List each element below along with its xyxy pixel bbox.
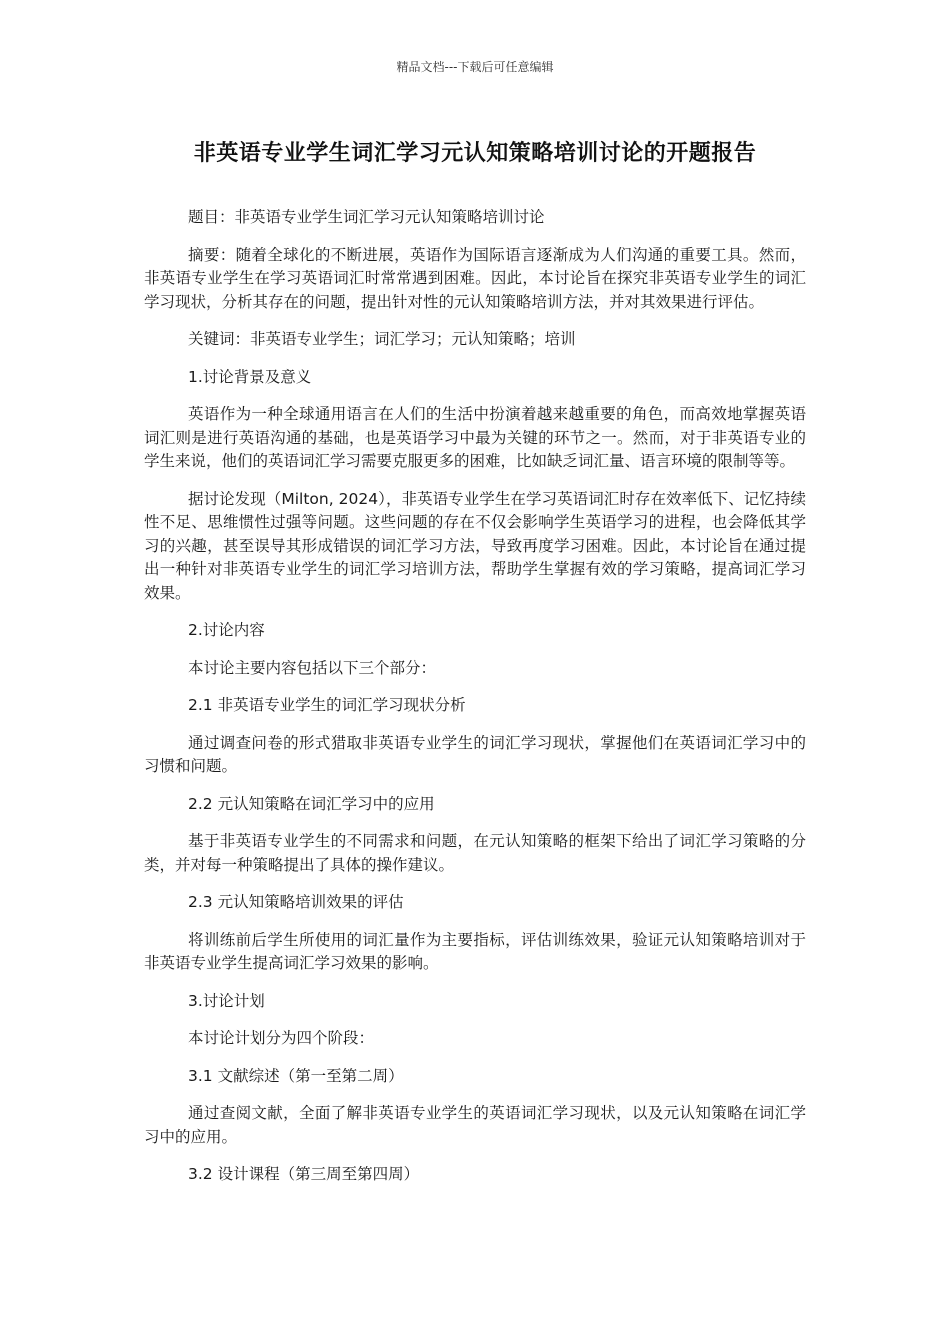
header-note: 精品文档---下载后可任意编辑 [396,60,554,74]
subsection-heading-3-1: 3.1 文献综述（第一至第二周） [188,1066,404,1085]
document-body [144,206,806,1201]
paragraph: 据讨论发现（Milton, 2024），非英语专业学生在学习英语词汇时存在效率低下、记忆持续性不足、思维惯性过强等问题。这些问题的存在不仅会影响学生英语学习的进程，也会降低其学习的兴趣，甚至误导其形成错误的词汇学习方法，导致再度学习困难。因此，本讨论旨在通过提出一种针对非英语专业学生的词汇学习培训方法，帮助学生掌握有效的学习策略，提高词汇学习效果。 [144,489,806,602]
paragraph: 基于非英语专业学生的不同需求和问题，在元认知策略的框架下给出了词汇学习策略的分类，并对每一种策略提出了具体的操作建议。 [144,832,806,874]
subsection-heading-3-2: 3.2 设计课程（第三周至第四周） [188,1165,420,1183]
paragraph: 通过调查问卷的形式猎取非英语专业学生的词汇学习现状，掌握他们在英语词汇学习中的习惯和问题。 [144,733,806,775]
paragraph-keywords: 关键词：非英语专业学生；词汇学习；元认知策略；培训 [188,330,576,348]
section-heading-3: 3.讨论计划 [188,991,265,1010]
subsection-heading-2-2: 2.2 元认知策略在词汇学习中的应用 [188,794,435,813]
paragraph-abstract: 摘要：随着全球化的不断进展，英语作为国际语言逐渐成为人们沟通的重要工具。然而，非英语专业学生在学习英语词汇时常常遇到困难。因此，本讨论旨在探究非英语专业学生的词汇学习现状，分析其存在的问题，提出针对性的元认知策略培训方法，并对其效果进行评估。 [144,245,806,311]
paragraph: 通过查阅文献，全面了解非英语专业学生的英语词汇学习现状，以及元认知策略在词汇学习中的应用。 [144,1104,806,1146]
section-heading-1: 1.讨论背景及意义 [188,367,312,386]
paragraph: 本讨论主要内容包括以下三个部分： [188,658,437,677]
subsection-heading-2-1: 2.1 非英语专业学生的词汇学习现状分析 [188,696,466,714]
document-title: 非英语专业学生词汇学习元认知策略培训讨论的开题报告 [193,141,757,166]
paragraph: 本讨论计划分为四个阶段： [188,1029,375,1047]
paragraph-topic: 题目：非英语专业学生词汇学习元认知策略培训讨论 [188,208,545,226]
subsection-heading-2-3: 2.3 元认知策略培训效果的评估 [188,893,404,911]
section-heading-2: 2.讨论内容 [188,621,265,639]
paragraph: 将训练前后学生所使用的词汇量作为主要指标，评估训练效果，验证元认知策略培训对于非英语专业学生提高词汇学习效果的影响。 [144,930,806,972]
paragraph: 英语作为一种全球通用语言在人们的生活中扮演着越来越重要的角色，而高效地掌握英语词汇则是进行英语沟通的基础，也是英语学习中最为关键的环节之一。然而，对于非英语专业的学生来说，他们的英语词汇学习需要克服更多的困难，比如缺乏词汇量、语言环境的限制等等。 [144,405,806,470]
